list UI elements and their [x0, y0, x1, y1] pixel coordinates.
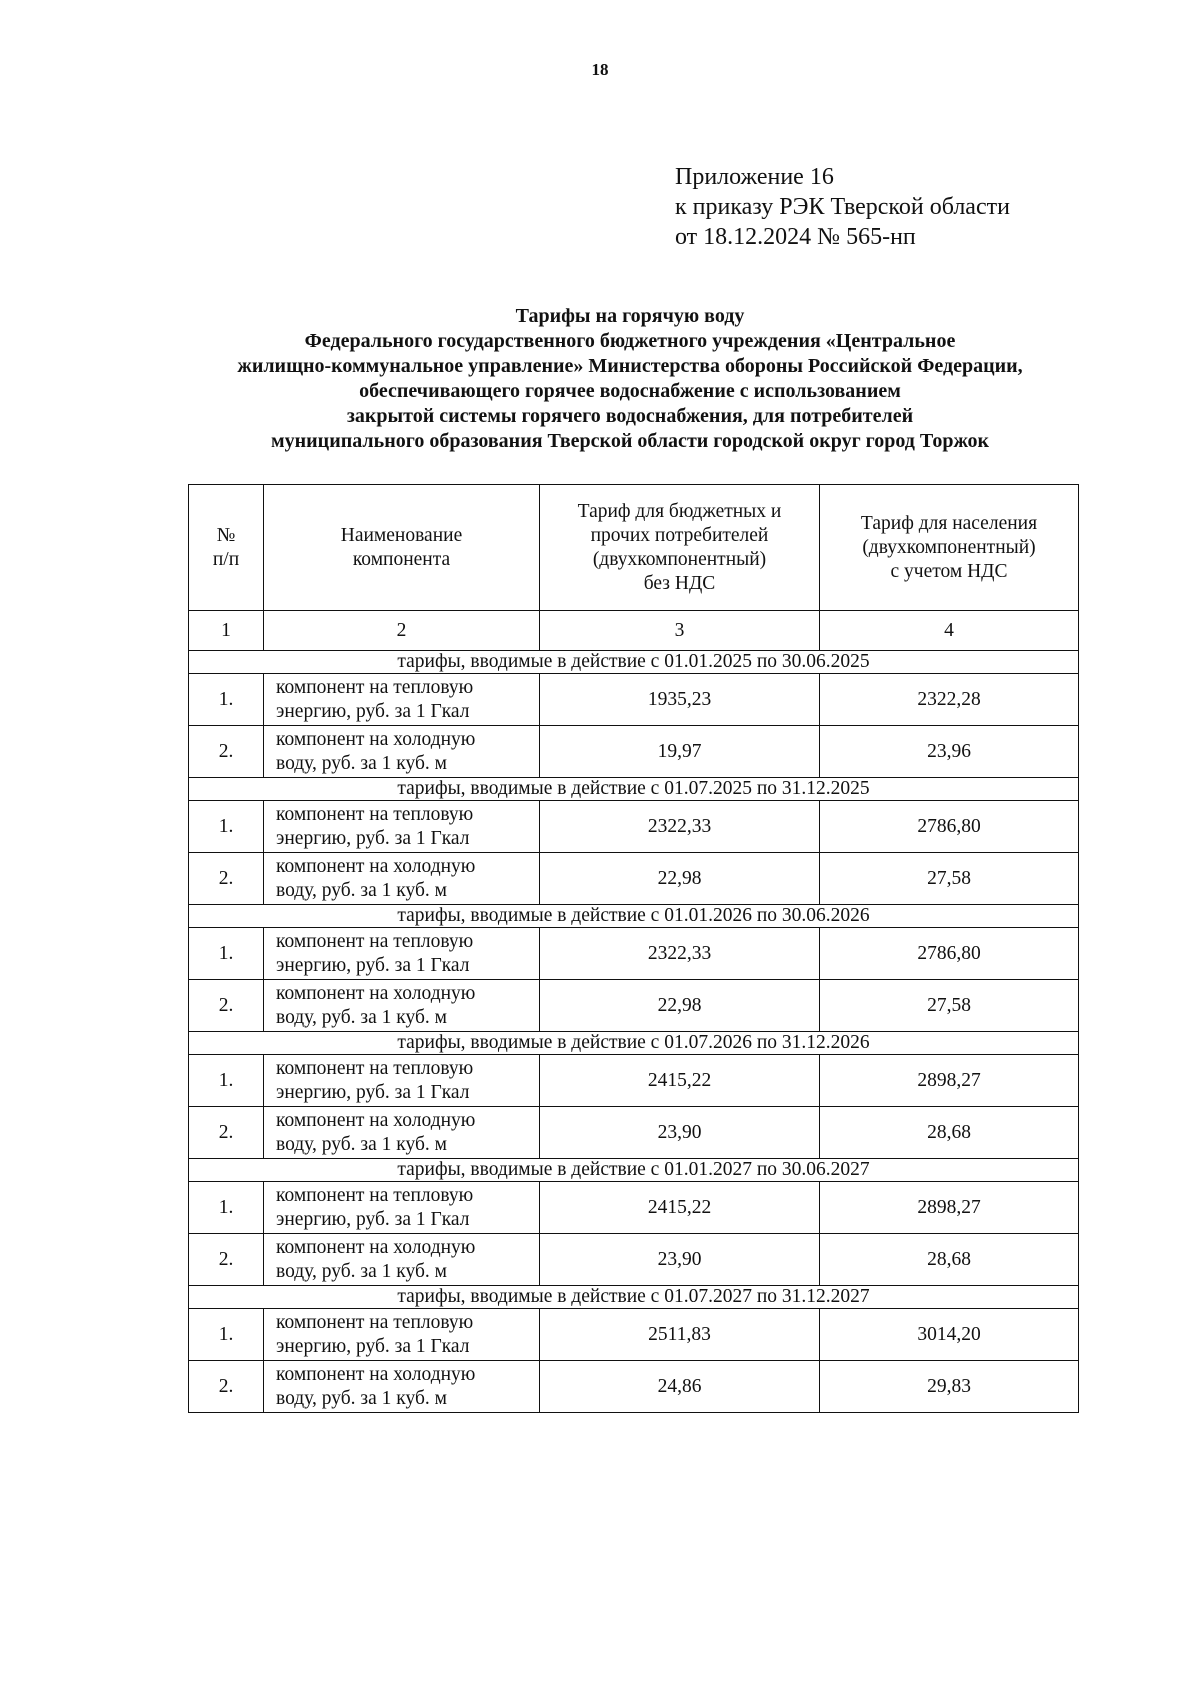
table-row: [189, 980, 1079, 1032]
component-name-line: компонент на холодную: [276, 855, 476, 877]
budget-tariff-value: 1935,23: [540, 674, 820, 726]
component-name: [264, 928, 540, 980]
component-name-line: компонент на тепловую: [276, 930, 474, 952]
component-name-line: компонент на холодную: [276, 982, 476, 1004]
component-name: [264, 1309, 540, 1361]
title-line-6: муниципального образования Тверской области городской округ город Торжок: [271, 430, 989, 452]
header-component-name: Наименование компонента: [264, 485, 540, 611]
period-row: [189, 1286, 1079, 1309]
component-name: [264, 1055, 540, 1107]
period-label: тарифы, вводимые в действие с 01.07.2027 по 31.12.2027: [189, 1286, 1079, 1309]
row-number: 2.: [189, 726, 264, 778]
component-name-line: энергию, руб. за 1 Гкал: [276, 1335, 470, 1357]
population-tariff-value: 23,96: [820, 726, 1079, 778]
period-label: тарифы, вводимые в действие с 01.07.2026 по 31.12.2026: [189, 1032, 1079, 1055]
table-row: [189, 1234, 1079, 1286]
component-name-line: компонент на тепловую: [276, 1184, 474, 1206]
component-name: [264, 726, 540, 778]
header-population-tariff: Тариф для населения (двухкомпонентный) с учетом НДС: [820, 485, 1079, 611]
component-name: [264, 674, 540, 726]
budget-tariff-value: 2415,22: [540, 1055, 820, 1107]
component-name-line: компонент на тепловую: [276, 1057, 474, 1079]
period-label: тарифы, вводимые в действие с 01.07.2025 по 31.12.2025: [189, 778, 1079, 801]
table-row: [189, 1309, 1079, 1361]
component-name-line: энергию, руб. за 1 Гкал: [276, 1208, 470, 1230]
header-number: № п/п: [189, 485, 264, 611]
budget-tariff-value: 23,90: [540, 1234, 820, 1286]
component-name-line: энергию, руб. за 1 Гкал: [276, 954, 470, 976]
component-name: [264, 1182, 540, 1234]
table-row: [189, 801, 1079, 853]
row-number: 2.: [189, 980, 264, 1032]
appendix-line-1: Приложение 16: [675, 164, 834, 190]
table-row: [189, 1055, 1079, 1107]
component-name: [264, 801, 540, 853]
component-name-line: энергию, руб. за 1 Гкал: [276, 827, 470, 849]
column-number: 1: [189, 611, 264, 651]
component-name-line: воду, руб. за 1 куб. м: [276, 1387, 447, 1409]
component-name-line: энергию, руб. за 1 Гкал: [276, 700, 470, 722]
population-tariff-value: 28,68: [820, 1107, 1079, 1159]
title-line-3: жилищно-коммунальное управление» Министерства обороны Российской Федерации,: [237, 355, 1023, 377]
row-number: 2.: [189, 1234, 264, 1286]
title-line-4: обеспечивающего горячее водоснабжение с использованием: [359, 380, 901, 402]
population-tariff-value: 28,68: [820, 1234, 1079, 1286]
row-number: 1.: [189, 1309, 264, 1361]
table-row: [189, 1107, 1079, 1159]
component-name-line: компонент на холодную: [276, 1363, 476, 1385]
budget-tariff-value: 24,86: [540, 1361, 820, 1413]
population-tariff-value: 2786,80: [820, 801, 1079, 853]
row-number: 2.: [189, 1107, 264, 1159]
row-number: 1.: [189, 928, 264, 980]
population-tariff-value: 29,83: [820, 1361, 1079, 1413]
column-number: 2: [264, 611, 540, 651]
budget-tariff-value: 2322,33: [540, 801, 820, 853]
row-number: 2.: [189, 853, 264, 905]
population-tariff-value: 27,58: [820, 853, 1079, 905]
table-row: [189, 1182, 1079, 1234]
row-number: 1.: [189, 1055, 264, 1107]
period-row: [189, 778, 1079, 801]
header-budget-tariff: Тариф для бюджетных и прочих потребителей (двухкомпонентный) без НДС: [540, 485, 820, 611]
title-line-2: Федерального государственного бюджетного учреждения «Центральное: [304, 330, 956, 352]
component-name-line: компонент на холодную: [276, 728, 476, 750]
budget-tariff-value: 2322,33: [540, 928, 820, 980]
budget-tariff-value: 23,90: [540, 1107, 820, 1159]
population-tariff-value: 3014,20: [820, 1309, 1079, 1361]
component-name-line: компонент на холодную: [276, 1236, 476, 1258]
component-name-line: энергию, руб. за 1 Гкал: [276, 1081, 470, 1103]
row-number: 1.: [189, 1182, 264, 1234]
period-row: [189, 905, 1079, 928]
component-name: [264, 1107, 540, 1159]
row-number: 1.: [189, 801, 264, 853]
component-name-line: воду, руб. за 1 куб. м: [276, 1260, 447, 1282]
population-tariff-value: 27,58: [820, 980, 1079, 1032]
appendix-reference: [675, 162, 1010, 252]
component-name: [264, 1361, 540, 1413]
component-name-line: компонент на тепловую: [276, 1311, 474, 1333]
component-name-line: компонент на холодную: [276, 1109, 476, 1131]
component-name-line: воду, руб. за 1 куб. м: [276, 879, 447, 901]
column-number: 4: [820, 611, 1079, 651]
component-name-line: воду, руб. за 1 куб. м: [276, 1133, 447, 1155]
table-row: [189, 1361, 1079, 1413]
table-row: [189, 928, 1079, 980]
population-tariff-value: 2898,27: [820, 1182, 1079, 1234]
population-tariff-value: 2322,28: [820, 674, 1079, 726]
appendix-line-2: к приказу РЭК Тверской области: [675, 194, 1010, 220]
population-tariff-value: 2786,80: [820, 928, 1079, 980]
row-number: 2.: [189, 1361, 264, 1413]
budget-tariff-value: 22,98: [540, 853, 820, 905]
period-row: [189, 1032, 1079, 1055]
document-title: [0, 304, 1200, 454]
table-row: [189, 853, 1079, 905]
budget-tariff-value: 19,97: [540, 726, 820, 778]
table-row: [189, 674, 1079, 726]
row-number: 1.: [189, 674, 264, 726]
component-name: [264, 853, 540, 905]
title-line-1: Тарифы на горячую воду: [515, 305, 745, 327]
component-name-line: воду, руб. за 1 куб. м: [276, 1006, 447, 1028]
table-header-row: [189, 485, 1079, 611]
component-name-line: воду, руб. за 1 куб. м: [276, 752, 447, 774]
budget-tariff-value: 2415,22: [540, 1182, 820, 1234]
tariff-table-body: [189, 651, 1079, 1413]
column-number-row: [189, 611, 1079, 651]
component-name-line: компонент на тепловую: [276, 676, 474, 698]
component-name: [264, 1234, 540, 1286]
period-label: тарифы, вводимые в действие с 01.01.2027 по 30.06.2027: [189, 1159, 1079, 1182]
period-label: тарифы, вводимые в действие с 01.01.2026 по 30.06.2026: [189, 905, 1079, 928]
period-row: [189, 651, 1079, 674]
table-row: [189, 726, 1079, 778]
period-label: тарифы, вводимые в действие с 01.01.2025 по 30.06.2025: [189, 651, 1079, 674]
budget-tariff-value: 22,98: [540, 980, 820, 1032]
appendix-line-3: от 18.12.2024 № 565-нп: [675, 224, 916, 250]
tariff-table: [188, 484, 1079, 1413]
title-line-5: закрытой системы горячего водоснабжения, для потребителей: [346, 405, 914, 427]
component-name: [264, 980, 540, 1032]
column-number: 3: [540, 611, 820, 651]
population-tariff-value: 2898,27: [820, 1055, 1079, 1107]
period-row: [189, 1159, 1079, 1182]
page-number: 18: [591, 60, 609, 79]
component-name-line: компонент на тепловую: [276, 803, 474, 825]
budget-tariff-value: 2511,83: [540, 1309, 820, 1361]
